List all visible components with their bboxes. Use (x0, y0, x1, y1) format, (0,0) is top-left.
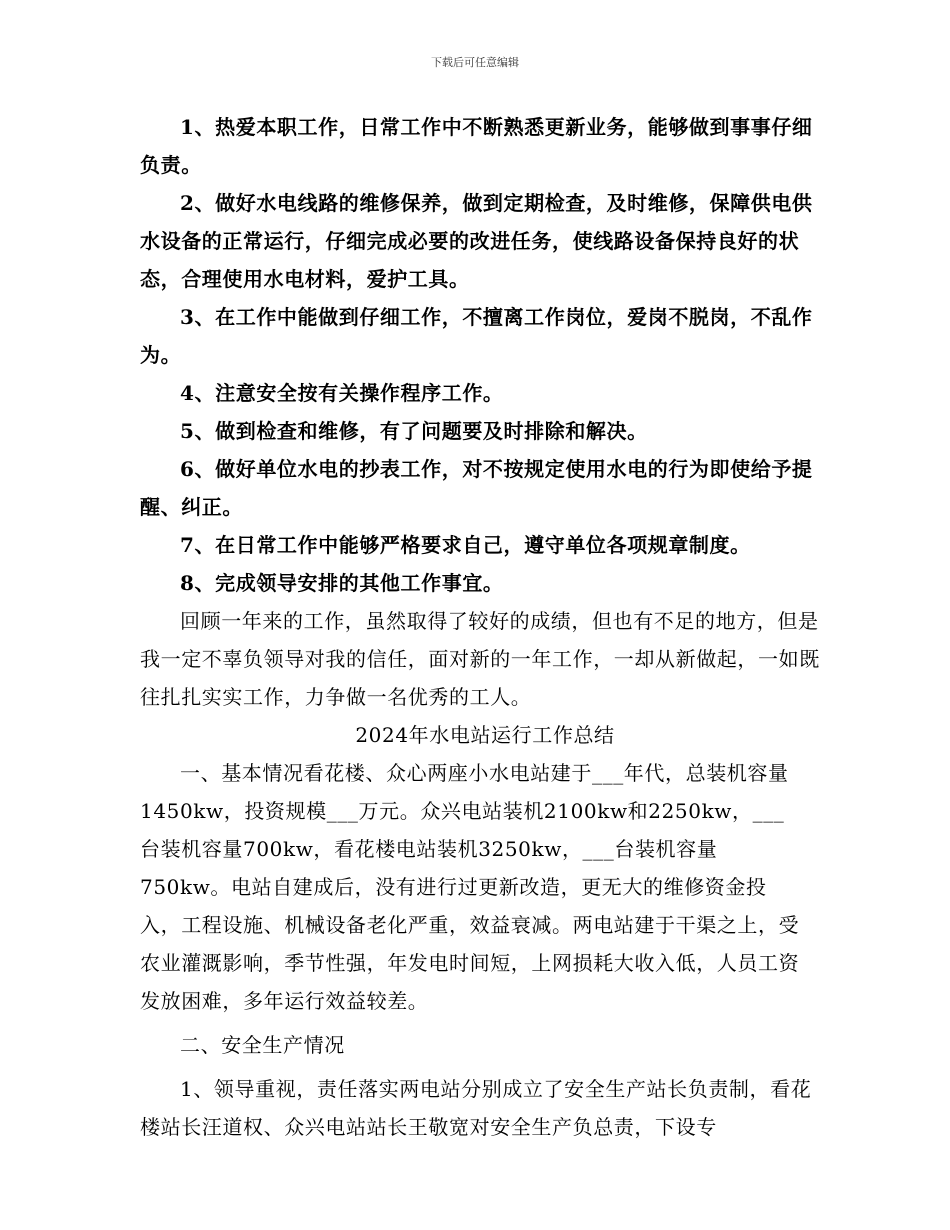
list-item: 7、在日常工作中能够严格要求自己，遵守单位各项规章制度。 (180, 533, 751, 557)
safety-heading: 二、安全生产情况 (180, 1033, 345, 1057)
document-body (140, 108, 830, 1146)
list-item: 5、做到检查和维修，有了问题要及时排除和解决。 (180, 419, 648, 443)
list-item: 3、在工作中能做到仔细工作，不擅离工作岗位，爱岗不脱岗，不乱作为。 (140, 305, 813, 367)
safety-item-paragraph: 1、领导重视，责任落实两电站分别成立了安全生产站长负责制，看花楼站长汪道权、众兴电站站长王敬宽对安全生产负总责，下设专 (140, 1077, 812, 1139)
page-header: 下载后可任意编辑 (431, 56, 519, 69)
list-item: 2、做好水电线路的维修保养，做到定期检查，及时维修，保障供电供水设备的正常运行，仔细完成必要的改进任务，使线路设备保持良好的状态，合理使用水电材料，爱护工具。 (140, 191, 813, 291)
basic-info-paragraph: 一、基本情况看花楼、众心两座小水电站建于___年代，总装机容量1450kw，投资规模___万元。众兴电站装机2100kw和2250kw，___台装机容量700kw，看花楼电站装机3250kw，___台装机容量750kw。电站自建成后，没有进行过更新改造，更无大的维修资金投入，工程设施、机械设备老化严重，效益衰减。两电站建于干渠之上，受农业灌溉影响，季节性强，年发电时间短，上网损耗大收入低，人员工资发放困难，多年运行效益较差。 (140, 761, 800, 1013)
list-item: 4、注意安全按有关操作程序工作。 (180, 381, 504, 405)
review-paragraph: 回顾一年来的工作，虽然取得了较好的成绩，但也有不足的地方，但是我一定不辜负领导对我的信任，面对新的一年工作，一却从新做起，一如既往扎扎实实工作，力争做一名优秀的工人。 (140, 609, 820, 709)
list-item: 6、做好单位水电的抄表工作，对不按规定使用水电的行为即使给予提醒、纠正。 (140, 457, 813, 519)
section-title: 2024年水电站运行工作总结 (355, 723, 615, 747)
list-item: 1、热爱本职工作，日常工作中不断熟悉更新业务，能够做到事事仔细负责。 (140, 115, 813, 177)
list-item: 8、完成领导安排的其他工作事宜。 (180, 571, 504, 595)
